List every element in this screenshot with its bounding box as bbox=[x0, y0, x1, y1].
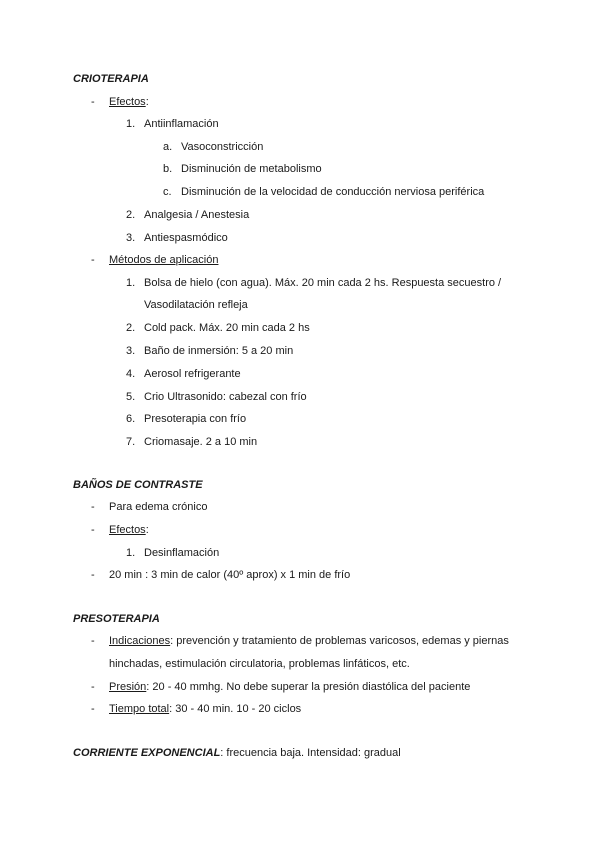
list-item: Para edema crónico bbox=[109, 501, 208, 513]
list-item: Aerosol refrigerante bbox=[144, 368, 241, 380]
list-item: Cold pack. Máx. 20 min cada 2 hs bbox=[144, 322, 310, 334]
list-letter: b. bbox=[163, 163, 173, 175]
list-item: Bolsa de hielo (con agua). Máx. 20 min cada 2 hs. Respuesta secuestro / bbox=[144, 277, 502, 289]
presoterapia-heading: PRESOTERAPIA bbox=[73, 613, 160, 625]
list-item: Disminución de metabolismo bbox=[181, 163, 322, 175]
bullet-dash: - bbox=[91, 703, 95, 715]
bullet-dash: - bbox=[91, 501, 95, 513]
list-number: 2. bbox=[126, 209, 136, 221]
list-item: Crio Ultrasonido: cabezal con frío bbox=[144, 391, 307, 403]
indicaciones-item bbox=[109, 634, 509, 648]
list-letter: a. bbox=[163, 141, 173, 153]
crioterapia-heading: CRIOTERAPIA bbox=[73, 73, 149, 85]
efectos-item bbox=[109, 95, 149, 109]
corriente-line bbox=[73, 746, 401, 760]
tiempo-label: Tiempo total bbox=[109, 703, 170, 715]
bullet-dash: - bbox=[91, 96, 95, 108]
banos-heading: BAÑOS DE CONTRASTE bbox=[73, 479, 203, 491]
list-item: Desinflamación bbox=[144, 547, 220, 559]
list-item: 20 min : 3 min de calor (40º aprox) x 1 min de frío bbox=[109, 569, 351, 581]
list-item-continuation: Vasodilatación refleja bbox=[144, 299, 248, 311]
bullet-dash: - bbox=[91, 635, 95, 647]
presion-item bbox=[109, 680, 470, 694]
list-number: 5. bbox=[126, 391, 136, 403]
list-number: 7. bbox=[126, 436, 136, 448]
efectos-label: Efectos bbox=[109, 524, 146, 536]
bullet-dash: - bbox=[91, 254, 95, 266]
corriente-heading: CORRIENTE EXPONENCIAL bbox=[73, 747, 221, 759]
list-item: Criomasaje. 2 a 10 min bbox=[144, 436, 258, 448]
list-item: Presoterapia con frío bbox=[144, 413, 247, 425]
list-letter: c. bbox=[163, 186, 172, 198]
efectos-suffix: : bbox=[145, 524, 149, 536]
metodos-label: Métodos de aplicación bbox=[109, 254, 219, 266]
bullet-dash: - bbox=[91, 681, 95, 693]
list-number: 1. bbox=[126, 118, 136, 130]
list-number: 1. bbox=[126, 277, 136, 289]
list-number: 3. bbox=[126, 345, 136, 357]
bullet-dash: - bbox=[91, 524, 95, 536]
efectos-suffix: : bbox=[145, 96, 149, 108]
list-number: 1. bbox=[126, 547, 136, 559]
list-number: 3. bbox=[126, 232, 136, 244]
list-item: Baño de inmersión: 5 a 20 min bbox=[144, 345, 294, 357]
efectos-label: Efectos bbox=[109, 96, 146, 108]
list-item: Analgesia / Anestesia bbox=[144, 209, 250, 221]
list-item: Vasoconstricción bbox=[181, 141, 264, 153]
indicaciones-label: Indicaciones bbox=[109, 635, 171, 647]
corriente-text: : frecuencia baja. Intensidad: gradual bbox=[220, 747, 401, 759]
tiempo-item bbox=[109, 702, 301, 716]
list-number: 2. bbox=[126, 322, 136, 334]
list-item: Antiinflamación bbox=[144, 118, 219, 130]
list-number: 4. bbox=[126, 368, 136, 380]
list-item: Disminución de la velocidad de conducción nerviosa periférica bbox=[181, 186, 485, 198]
list-item: Antiespasmódico bbox=[144, 232, 228, 244]
efectos-item bbox=[109, 523, 149, 537]
presion-label: Presión bbox=[109, 681, 147, 693]
indicaciones-continuation: hinchadas, estimulación circulatoria, problemas linfáticos, etc. bbox=[109, 658, 410, 670]
bullet-dash: - bbox=[91, 569, 95, 581]
list-number: 6. bbox=[126, 413, 136, 425]
tiempo-text: : 30 - 40 min. 10 - 20 ciclos bbox=[169, 703, 302, 715]
presion-text: : 20 - 40 mmhg. No debe superar la presión diastólica del paciente bbox=[146, 681, 471, 693]
indicaciones-text: : prevención y tratamiento de problemas varicosos, edemas y piernas bbox=[170, 635, 509, 647]
